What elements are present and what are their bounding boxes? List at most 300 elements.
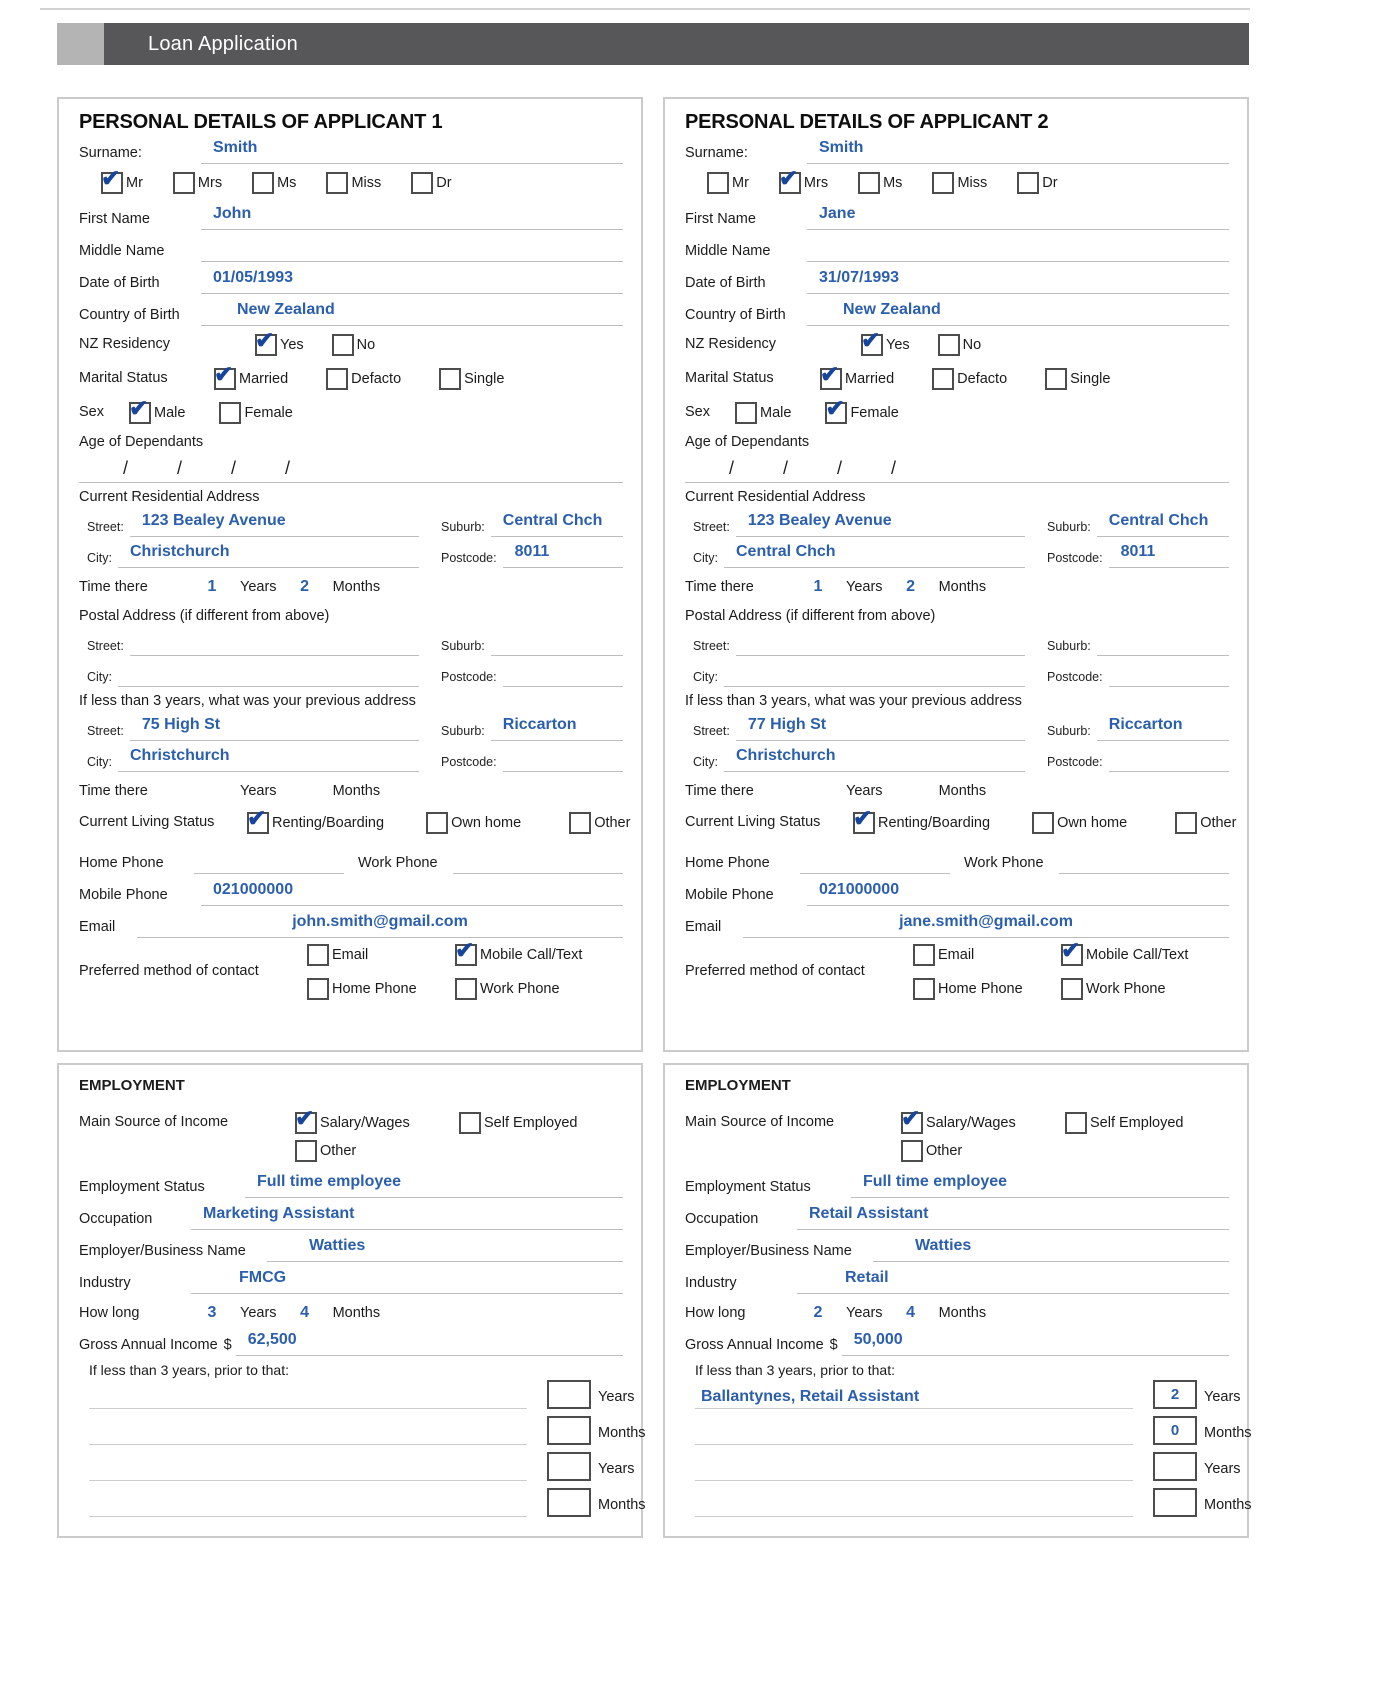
- industry-row: [79, 1268, 623, 1294]
- prior-months-box[interactable]: [1153, 1488, 1197, 1517]
- gross-income-field[interactable]: [842, 1331, 1229, 1356]
- prior-row: [695, 1380, 1241, 1409]
- residency-no-option[interactable]: [938, 334, 982, 356]
- previous-address-heading: If less than 3 years, what was your previous address: [685, 693, 1022, 709]
- gross-income-label: Gross Annual Income: [685, 1337, 824, 1353]
- time-years-value[interactable]: 1: [813, 578, 823, 595]
- mrs-checkbox[interactable]: [779, 172, 801, 194]
- employer-row: [79, 1236, 623, 1262]
- current-postcode-field[interactable]: [1109, 543, 1229, 568]
- salary-wages-option[interactable]: [901, 1112, 1029, 1134]
- middle-name-value: [201, 237, 623, 258]
- work-phone-label: Work Phone: [358, 855, 438, 871]
- industry-row: [685, 1268, 1229, 1294]
- prior-detail-field[interactable]: [695, 1417, 1133, 1445]
- previous-street-field[interactable]: [130, 716, 419, 741]
- years-label: Years: [240, 1305, 277, 1321]
- preferred-mobile-checkbox[interactable]: [1061, 944, 1083, 966]
- sex-female-option[interactable]: [825, 402, 898, 424]
- postcode-label: Postcode:: [441, 755, 497, 769]
- self-employed-label: Self Employed: [1090, 1115, 1184, 1131]
- current-street-field[interactable]: [736, 512, 1025, 537]
- single-label: Single: [1070, 371, 1111, 387]
- industry-field[interactable]: [797, 1269, 1229, 1294]
- employer-label: Employer/Business Name: [79, 1243, 246, 1259]
- postal-city-field[interactable]: [118, 662, 419, 687]
- dependants-separators: / / / /: [729, 458, 897, 478]
- how-long-years-value[interactable]: 2: [813, 1304, 823, 1321]
- prior-unit-label: Months: [598, 1425, 646, 1441]
- section-title: PERSONAL DETAILS OF APPLICANT 1: [79, 111, 443, 133]
- email-row: [685, 912, 1229, 938]
- previous-address-heading: If less than 3 years, what was your previous address: [79, 693, 416, 709]
- self-employed-checkbox[interactable]: [459, 1112, 481, 1134]
- renting-checkbox[interactable]: [853, 812, 875, 834]
- preferred-email-option[interactable]: [913, 944, 1061, 966]
- title-mrs-option[interactable]: [173, 172, 222, 194]
- previous-city-field[interactable]: [724, 747, 1025, 772]
- previous-suburb-value: Riccarton: [502, 716, 577, 733]
- time-months-value[interactable]: 2: [906, 578, 916, 595]
- residency-no-checkbox[interactable]: [332, 334, 354, 356]
- marital-single-option[interactable]: [1045, 368, 1110, 390]
- applicant-1-personal-details: [57, 97, 643, 1052]
- prior-months-box[interactable]: [547, 1416, 591, 1445]
- female-label: Female: [850, 405, 899, 421]
- street-label: Street:: [693, 639, 730, 653]
- postal-city-field[interactable]: [724, 662, 1025, 687]
- employment-status-field[interactable]: [851, 1173, 1229, 1198]
- defacto-label: Defacto: [957, 371, 1008, 387]
- surname-field[interactable]: [807, 139, 1229, 164]
- occupation-field[interactable]: [191, 1205, 623, 1230]
- salary-wages-option[interactable]: [295, 1112, 423, 1134]
- postal-street-field[interactable]: [130, 631, 419, 656]
- other-checkbox[interactable]: [1175, 812, 1197, 834]
- page-title: Loan Application: [148, 32, 298, 55]
- prior-detail-field[interactable]: [695, 1453, 1133, 1481]
- current-city-field[interactable]: [724, 543, 1025, 568]
- applicant-2-personal-details: [663, 97, 1249, 1052]
- suburb-label: Suburb:: [1047, 520, 1091, 534]
- middle-name-field[interactable]: [807, 237, 1229, 262]
- work-phone-label: Work Phone: [964, 855, 1044, 871]
- living-renting-option[interactable]: [853, 812, 990, 834]
- preferred-mobile-option[interactable]: [455, 944, 582, 966]
- previous-street-field[interactable]: [736, 716, 1025, 741]
- male-checkbox[interactable]: [735, 402, 757, 424]
- prior-detail-value: Ballantynes, Retail Assistant: [701, 1388, 920, 1405]
- employer-field[interactable]: [873, 1237, 1229, 1262]
- preferred-work-phone-option[interactable]: [1061, 978, 1188, 1000]
- months-label: Months: [938, 579, 987, 595]
- dr-checkbox[interactable]: [411, 172, 433, 194]
- suburb-label: Suburb:: [1047, 724, 1091, 738]
- postcode-label: Postcode:: [441, 670, 497, 684]
- female-checkbox[interactable]: [825, 402, 847, 424]
- prior-unit-label: Months: [598, 1497, 646, 1513]
- country-of-birth-value: New Zealand: [843, 301, 941, 318]
- form-columns: [57, 97, 1252, 1538]
- dob-field[interactable]: [807, 269, 1229, 294]
- industry-label: Industry: [79, 1275, 131, 1291]
- other-checkbox[interactable]: [569, 812, 591, 834]
- current-suburb-field[interactable]: [491, 512, 623, 537]
- sex-female-option[interactable]: [219, 402, 292, 424]
- prior-row: [89, 1380, 635, 1409]
- title-mrs-option[interactable]: [779, 172, 828, 194]
- defacto-checkbox[interactable]: [932, 368, 954, 390]
- home-phone-label: Home Phone: [79, 855, 164, 871]
- email-value: jane.smith@gmail.com: [899, 913, 1073, 930]
- mr-checkbox[interactable]: [101, 172, 123, 194]
- marital-defacto-option[interactable]: [326, 368, 401, 390]
- married-checkbox[interactable]: [820, 368, 842, 390]
- defacto-checkbox[interactable]: [326, 368, 348, 390]
- how-long-months-value[interactable]: 4: [300, 1304, 310, 1321]
- title-ms-option[interactable]: [252, 172, 296, 194]
- home-phone-value: [800, 849, 950, 870]
- living-status-label: Current Living Status: [685, 813, 821, 830]
- country-of-birth-field[interactable]: [807, 301, 1229, 326]
- employer-value: Watties: [915, 1237, 972, 1254]
- residency-no-label: No: [962, 337, 982, 353]
- title-miss-option[interactable]: [326, 172, 381, 194]
- current-time-there-row: [79, 574, 623, 598]
- industry-field[interactable]: [191, 1269, 623, 1294]
- own-home-checkbox[interactable]: [1032, 812, 1054, 834]
- preferred-email-option[interactable]: [307, 944, 455, 966]
- previous-city-row: [79, 747, 623, 772]
- nz-residency-label: NZ Residency: [79, 335, 171, 352]
- salary-wages-checkbox[interactable]: [295, 1112, 317, 1134]
- sex-row: [685, 400, 1229, 426]
- time-there-label: Time there: [685, 579, 754, 595]
- living-other-option[interactable]: [1175, 812, 1236, 834]
- residency-no-option[interactable]: [332, 334, 376, 356]
- country-of-birth-label: Country of Birth: [79, 307, 180, 323]
- current-address-heading: Current Residential Address: [685, 489, 866, 505]
- other-label: Other: [594, 815, 631, 831]
- first-name-field[interactable]: [807, 205, 1229, 230]
- residency-yes-checkbox[interactable]: [255, 334, 277, 356]
- own-home-checkbox[interactable]: [426, 812, 448, 834]
- ms-checkbox[interactable]: [252, 172, 274, 194]
- time-years-value[interactable]: 1: [207, 578, 217, 595]
- time-there-label: Time there: [79, 783, 148, 799]
- preferred-home-phone-checkbox[interactable]: [913, 978, 935, 1000]
- previous-time-years-value[interactable]: [790, 800, 846, 802]
- dr-label: Dr: [1042, 175, 1058, 191]
- title-options: [79, 170, 623, 196]
- nz-residency-row: [685, 332, 1229, 358]
- previous-postcode-field[interactable]: [503, 747, 623, 772]
- email-label: Email: [685, 919, 722, 935]
- title-miss-option[interactable]: [932, 172, 987, 194]
- preferred-home-phone-option[interactable]: [307, 978, 455, 1000]
- section-title: PERSONAL DETAILS OF APPLICANT 2: [685, 111, 1049, 133]
- marital-married-option[interactable]: [214, 368, 288, 390]
- sex-row: [79, 400, 623, 426]
- male-label: Male: [154, 405, 186, 421]
- married-checkbox[interactable]: [214, 368, 236, 390]
- email-field[interactable]: [743, 913, 1229, 938]
- how-long-row: [79, 1300, 623, 1324]
- suburb-label: Suburb:: [1047, 639, 1091, 653]
- prior-years-box[interactable]: 2: [1153, 1380, 1197, 1409]
- miss-checkbox[interactable]: [326, 172, 348, 194]
- dr-label: Dr: [436, 175, 452, 191]
- prior-months-box[interactable]: [547, 1488, 591, 1517]
- previous-postcode-value: [1109, 747, 1229, 768]
- preferred-work-phone-checkbox[interactable]: [455, 978, 477, 1000]
- dob-row: [685, 268, 1229, 294]
- single-checkbox[interactable]: [439, 368, 461, 390]
- age-of-dependants-label: Age of Dependants: [79, 434, 204, 450]
- current-suburb-field[interactable]: [1097, 512, 1229, 537]
- own-home-label: Own home: [451, 815, 522, 831]
- mrs-label: Mrs: [803, 175, 829, 191]
- living-own-home-option[interactable]: [426, 812, 521, 834]
- street-label: Street:: [87, 639, 124, 653]
- home-phone-value: [194, 849, 344, 870]
- occupation-value: Marketing Assistant: [203, 1205, 355, 1222]
- dependants-row: [685, 457, 1229, 483]
- middle-name-field[interactable]: [201, 237, 623, 262]
- phones-row: [685, 848, 1229, 874]
- preferred-home-phone-checkbox[interactable]: [307, 978, 329, 1000]
- postcode-label: Postcode:: [1047, 755, 1103, 769]
- preferred-mobile-option[interactable]: [1061, 944, 1188, 966]
- first-name-field[interactable]: [201, 205, 623, 230]
- sex-male-option[interactable]: [129, 402, 185, 424]
- postal-postcode-value: [1109, 662, 1229, 683]
- previous-time-months-value[interactable]: [883, 800, 939, 802]
- surname-row: [79, 138, 623, 164]
- current-street-field[interactable]: [130, 512, 419, 537]
- title-ms-option[interactable]: [858, 172, 902, 194]
- residency-yes-option[interactable]: [255, 334, 304, 356]
- male-checkbox[interactable]: [129, 402, 151, 424]
- mobile-phone-label: Mobile Phone: [79, 887, 168, 903]
- prior-detail-field[interactable]: [695, 1381, 1133, 1409]
- gross-income-label: Gross Annual Income: [79, 1337, 218, 1353]
- prior-row: [89, 1488, 646, 1517]
- postal-street-value: [736, 631, 1025, 652]
- employment-status-label: Employment Status: [79, 1179, 205, 1195]
- nz-residency-row: [79, 332, 623, 358]
- income-other-checkbox[interactable]: [901, 1140, 923, 1162]
- current-street-row: [685, 512, 1229, 537]
- email-field[interactable]: [137, 913, 623, 938]
- phones-row: [79, 848, 623, 874]
- employer-row: [685, 1236, 1229, 1262]
- months-label: Months: [332, 1305, 381, 1321]
- current-postcode-field[interactable]: [503, 543, 623, 568]
- income-other-label: Other: [320, 1143, 357, 1159]
- female-checkbox[interactable]: [219, 402, 241, 424]
- income-other-option[interactable]: [295, 1140, 356, 1162]
- preferred-work-phone-checkbox[interactable]: [1061, 978, 1083, 1000]
- previous-time-months-value[interactable]: [277, 800, 333, 802]
- income-other-option[interactable]: [901, 1140, 962, 1162]
- prior-detail-field[interactable]: [695, 1489, 1133, 1517]
- income-source-other-row: [295, 1138, 623, 1164]
- dob-field[interactable]: [201, 269, 623, 294]
- previous-city-field[interactable]: [118, 747, 419, 772]
- residency-yes-label: Yes: [886, 337, 910, 353]
- prior-detail-field[interactable]: [89, 1381, 527, 1409]
- residency-yes-checkbox[interactable]: [861, 334, 883, 356]
- postal-postcode-field[interactable]: [1109, 662, 1229, 687]
- prior-years-box[interactable]: [1153, 1452, 1197, 1481]
- mobile-phone-field[interactable]: [807, 881, 1229, 906]
- title-dr-option[interactable]: [411, 172, 451, 194]
- living-own-home-option[interactable]: [1032, 812, 1127, 834]
- living-other-option[interactable]: [569, 812, 630, 834]
- ms-checkbox[interactable]: [858, 172, 880, 194]
- preferred-home-phone-option[interactable]: [913, 978, 1061, 1000]
- prior-detail-field[interactable]: [89, 1417, 527, 1445]
- occupation-field[interactable]: [797, 1205, 1229, 1230]
- sex-label: Sex: [685, 403, 710, 420]
- postal-street-field[interactable]: [736, 631, 1025, 656]
- postal-postcode-field[interactable]: [503, 662, 623, 687]
- home-phone-label: Home Phone: [685, 855, 770, 871]
- mr-checkbox[interactable]: [707, 172, 729, 194]
- employment-heading: EMPLOYMENT: [685, 1077, 791, 1094]
- preferred-home-phone-label: Home Phone: [332, 981, 417, 997]
- surname-field[interactable]: [201, 139, 623, 164]
- first-name-row: [79, 204, 623, 230]
- prior-detail-field[interactable]: [89, 1453, 527, 1481]
- mobile-phone-field[interactable]: [201, 881, 623, 906]
- postal-suburb-field[interactable]: [1097, 631, 1229, 656]
- country-of-birth-row: [79, 300, 623, 326]
- residency-no-checkbox[interactable]: [938, 334, 960, 356]
- title-mr-option[interactable]: [707, 172, 749, 194]
- marital-status-label: Marital Status: [685, 369, 774, 386]
- current-time-there-row: [685, 574, 1229, 598]
- prior-unit-label: Years: [598, 1389, 635, 1405]
- how-long-months-value[interactable]: 4: [906, 1304, 916, 1321]
- other-label: Other: [1200, 815, 1237, 831]
- preferred-contact-label: Preferred method of contact: [685, 962, 865, 979]
- country-of-birth-field[interactable]: [201, 301, 623, 326]
- miss-label: Miss: [957, 175, 988, 191]
- prior-years-box[interactable]: [547, 1380, 591, 1409]
- title-mr-option[interactable]: [101, 172, 143, 194]
- female-label: Female: [244, 405, 293, 421]
- marital-single-option[interactable]: [439, 368, 504, 390]
- self-employed-option[interactable]: [1065, 1112, 1184, 1134]
- ms-label: Ms: [277, 175, 297, 191]
- defacto-label: Defacto: [351, 371, 402, 387]
- renting-checkbox[interactable]: [247, 812, 269, 834]
- dr-checkbox[interactable]: [1017, 172, 1039, 194]
- surname-label: Surname:: [685, 145, 748, 161]
- employer-value: Watties: [309, 1237, 366, 1254]
- prior-employment-heading: If less than 3 years, prior to that:: [695, 1362, 895, 1378]
- how-long-years-value[interactable]: 3: [207, 1304, 217, 1321]
- renting-label: Renting/Boarding: [878, 815, 991, 831]
- email-row: [79, 912, 623, 938]
- postal-city-value: [118, 662, 419, 683]
- previous-postcode-field[interactable]: [1109, 747, 1229, 772]
- marital-married-option[interactable]: [820, 368, 894, 390]
- previous-postcode-value: [503, 747, 623, 768]
- work-phone-field[interactable]: [1059, 849, 1229, 874]
- marital-defacto-option[interactable]: [932, 368, 1007, 390]
- previous-time-years-value[interactable]: [184, 800, 240, 802]
- postal-street-value: [130, 631, 419, 652]
- mrs-checkbox[interactable]: [173, 172, 195, 194]
- prior-years-box[interactable]: [547, 1452, 591, 1481]
- previous-city-value: Christchurch: [736, 747, 836, 764]
- how-long-row: [685, 1300, 1229, 1324]
- income-other-checkbox[interactable]: [295, 1140, 317, 1162]
- residency-yes-label: Yes: [280, 337, 304, 353]
- suburb-label: Suburb:: [441, 520, 485, 534]
- dependants-field[interactable]: [79, 458, 623, 483]
- time-there-label: Time there: [685, 783, 754, 799]
- single-checkbox[interactable]: [1045, 368, 1067, 390]
- preferred-email-checkbox[interactable]: [913, 944, 935, 966]
- title-dr-option[interactable]: [1017, 172, 1057, 194]
- previous-suburb-field[interactable]: [491, 716, 623, 741]
- current-city-value: Christchurch: [130, 543, 230, 560]
- prior-detail-field[interactable]: [89, 1489, 527, 1517]
- time-months-value[interactable]: 2: [300, 578, 310, 595]
- gross-income-field[interactable]: [236, 1331, 623, 1356]
- work-phone-field[interactable]: [453, 849, 623, 874]
- miss-checkbox[interactable]: [932, 172, 954, 194]
- sex-male-option[interactable]: [735, 402, 791, 424]
- home-phone-field[interactable]: [800, 849, 950, 874]
- years-label: Years: [240, 783, 277, 799]
- postal-street-row: [79, 631, 623, 656]
- employment-status-field[interactable]: [245, 1173, 623, 1198]
- self-employed-option[interactable]: [459, 1112, 578, 1134]
- mr-label: Mr: [732, 175, 749, 191]
- first-name-value: John: [213, 205, 252, 222]
- residency-yes-option[interactable]: [861, 334, 910, 356]
- current-city-field[interactable]: [118, 543, 419, 568]
- preferred-email-checkbox[interactable]: [307, 944, 329, 966]
- how-long-label: How long: [685, 1305, 746, 1321]
- living-renting-option[interactable]: [247, 812, 384, 834]
- preferred-mobile-checkbox[interactable]: [455, 944, 477, 966]
- previous-suburb-field[interactable]: [1097, 716, 1229, 741]
- male-label: Male: [760, 405, 792, 421]
- dependants-field[interactable]: [685, 458, 1229, 483]
- current-city-value: Central Chch: [736, 543, 836, 560]
- gross-income-row: [79, 1330, 623, 1356]
- employment-heading: EMPLOYMENT: [79, 1077, 185, 1094]
- prior-months-box[interactable]: 0: [1153, 1416, 1197, 1445]
- postal-suburb-field[interactable]: [491, 631, 623, 656]
- previous-time-there-row: [685, 778, 1229, 802]
- main-source-label: Main Source of Income: [685, 1113, 835, 1130]
- preferred-work-phone-option[interactable]: [455, 978, 582, 1000]
- email-value: john.smith@gmail.com: [292, 913, 468, 930]
- employer-field[interactable]: [267, 1237, 623, 1262]
- marital-status-row: [79, 366, 623, 392]
- home-phone-field[interactable]: [194, 849, 344, 874]
- self-employed-checkbox[interactable]: [1065, 1112, 1087, 1134]
- salary-wages-checkbox[interactable]: [901, 1112, 923, 1134]
- first-name-value: Jane: [819, 205, 856, 222]
